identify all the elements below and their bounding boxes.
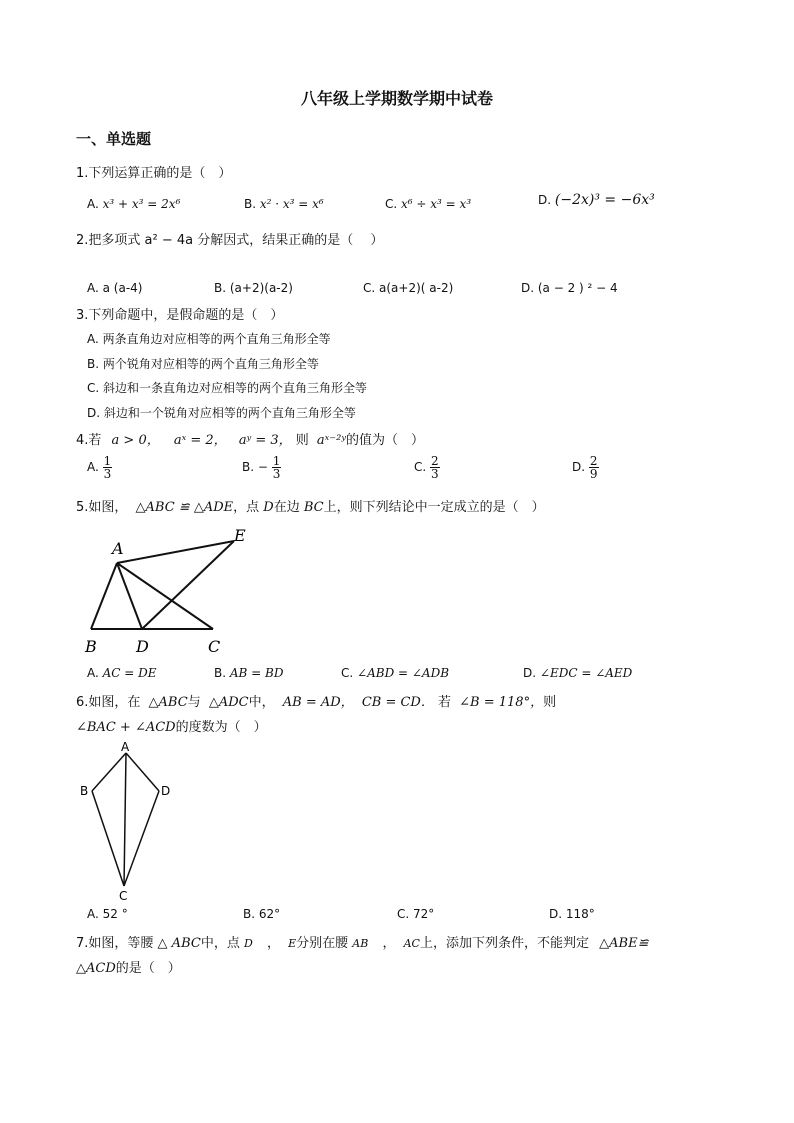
q1-option-c: C. x⁶ ÷ x³ = x³ (385, 197, 472, 211)
q2-option-a: A. a (a-4) (87, 281, 143, 295)
fraction: $\frac{1}{3}$ (103, 454, 112, 481)
q6-stem-line2: ∠BAC + ∠ACD的度数为（ ） (76, 720, 267, 735)
label-c: C (208, 637, 221, 656)
label-d: D (161, 784, 171, 798)
q6-option-a: A. 52 ° (87, 907, 128, 921)
q2-option-d: D. (a − 2 ) ² − 4 (521, 281, 618, 295)
label-a: A (121, 740, 130, 754)
q2-option-b: B. (a+2)(a-2) (214, 281, 293, 295)
fraction: $\frac{2}{9}$ (589, 454, 598, 481)
label-c: C (119, 889, 128, 903)
q6-option-d: D. 118° (549, 907, 595, 921)
q5-triangle-figure (76, 525, 276, 660)
q5-option-c: C. ∠ABD = ∠ADB (341, 666, 450, 680)
segment-ac (117, 563, 213, 629)
fraction: $\frac{2}{3}$ (431, 454, 439, 481)
q4-stem: 4.若 a > 0， aˣ = 2， aʸ = 3， 则 aˣ⁻²ʸ的值为（ ） (76, 433, 424, 448)
q6-stem-line1: 6.如图，在 △ABC与 △ADC中， AB = AD， CB = CD． 若 ∠B = 118°，则 (76, 695, 557, 710)
label-b: B (80, 784, 89, 798)
q4-option-a: A. $\frac{1}{3}$ (87, 454, 112, 481)
q3-option-b: B. 两个锐角对应相等的两个直角三角形全等 (87, 357, 319, 371)
q5-option-b: B. AB = BD (214, 666, 284, 680)
segment-dc (124, 791, 159, 886)
q5-stem: 5.如图， △ABC ≌ △ADE，点 D在边 BC上，则下列结论中一定成立的是（ ） (76, 500, 545, 515)
segment-de (142, 541, 234, 629)
segment-ab (91, 563, 117, 629)
q7-stem-line1: 7.如图，等腰 △ ABC中，点 D ， E分别在腰 AB ， AC上，添加下列条件，不能判定 △ABE≌ (76, 936, 649, 951)
q7-stem-line2: △ACD的是（ ） (76, 961, 181, 976)
q4-option-b: B. − $\frac{1}{3}$ (242, 454, 281, 481)
fraction: $\frac{1}{3}$ (272, 454, 281, 481)
segment-ae (117, 541, 234, 563)
segment-bc (92, 791, 124, 886)
segment-ad (117, 563, 142, 629)
segment-ad (126, 753, 159, 791)
q1-option-d: D. (−2x)³ = −6x³ (538, 192, 655, 208)
label-d: D (136, 637, 149, 656)
q1-option-b: B. x² · x³ = x⁶ (244, 197, 324, 211)
label-e: E (234, 526, 246, 545)
q5-option-a: A. AC = DE (87, 666, 157, 680)
q1-stem: 1.下列运算正确的是（ ） (76, 166, 232, 181)
label-a: A (112, 539, 124, 558)
q3-stem: 3.下列命题中，是假命题的是（ ） (76, 308, 284, 323)
q3-option-d: D. 斜边和一个锐角对应相等的两个直角三角形全等 (87, 406, 356, 420)
page-title: 八年级上学期数学期中试卷 (300, 89, 493, 108)
q6-kite-figure (76, 738, 186, 906)
q6-option-c: C. 72° (397, 907, 435, 921)
q2-option-c: C. a(a+2)( a-2) (363, 281, 454, 295)
section-heading: 一、单选题 (76, 130, 152, 148)
label-b: B (85, 637, 97, 656)
q2-stem: 2.把多项式 a² − 4a 分解因式，结果正确的是（ ） (76, 233, 384, 248)
q3-option-a: A. 两条直角边对应相等的两个直角三角形全等 (87, 332, 331, 346)
q3-option-c: C. 斜边和一条直角边对应相等的两个直角三角形全等 (87, 381, 368, 395)
q4-option-c: C. $\frac{2}{3}$ (414, 454, 439, 481)
q6-option-b: B. 62° (243, 907, 281, 921)
q4-option-d: D. $\frac{2}{9}$ (572, 454, 598, 481)
q1-option-a: A. x³ + x³ = 2x⁶ (87, 197, 181, 211)
q5-option-d: D. ∠EDC = ∠AED (523, 666, 633, 680)
segment-ab (92, 753, 126, 791)
segment-ac (124, 753, 126, 886)
